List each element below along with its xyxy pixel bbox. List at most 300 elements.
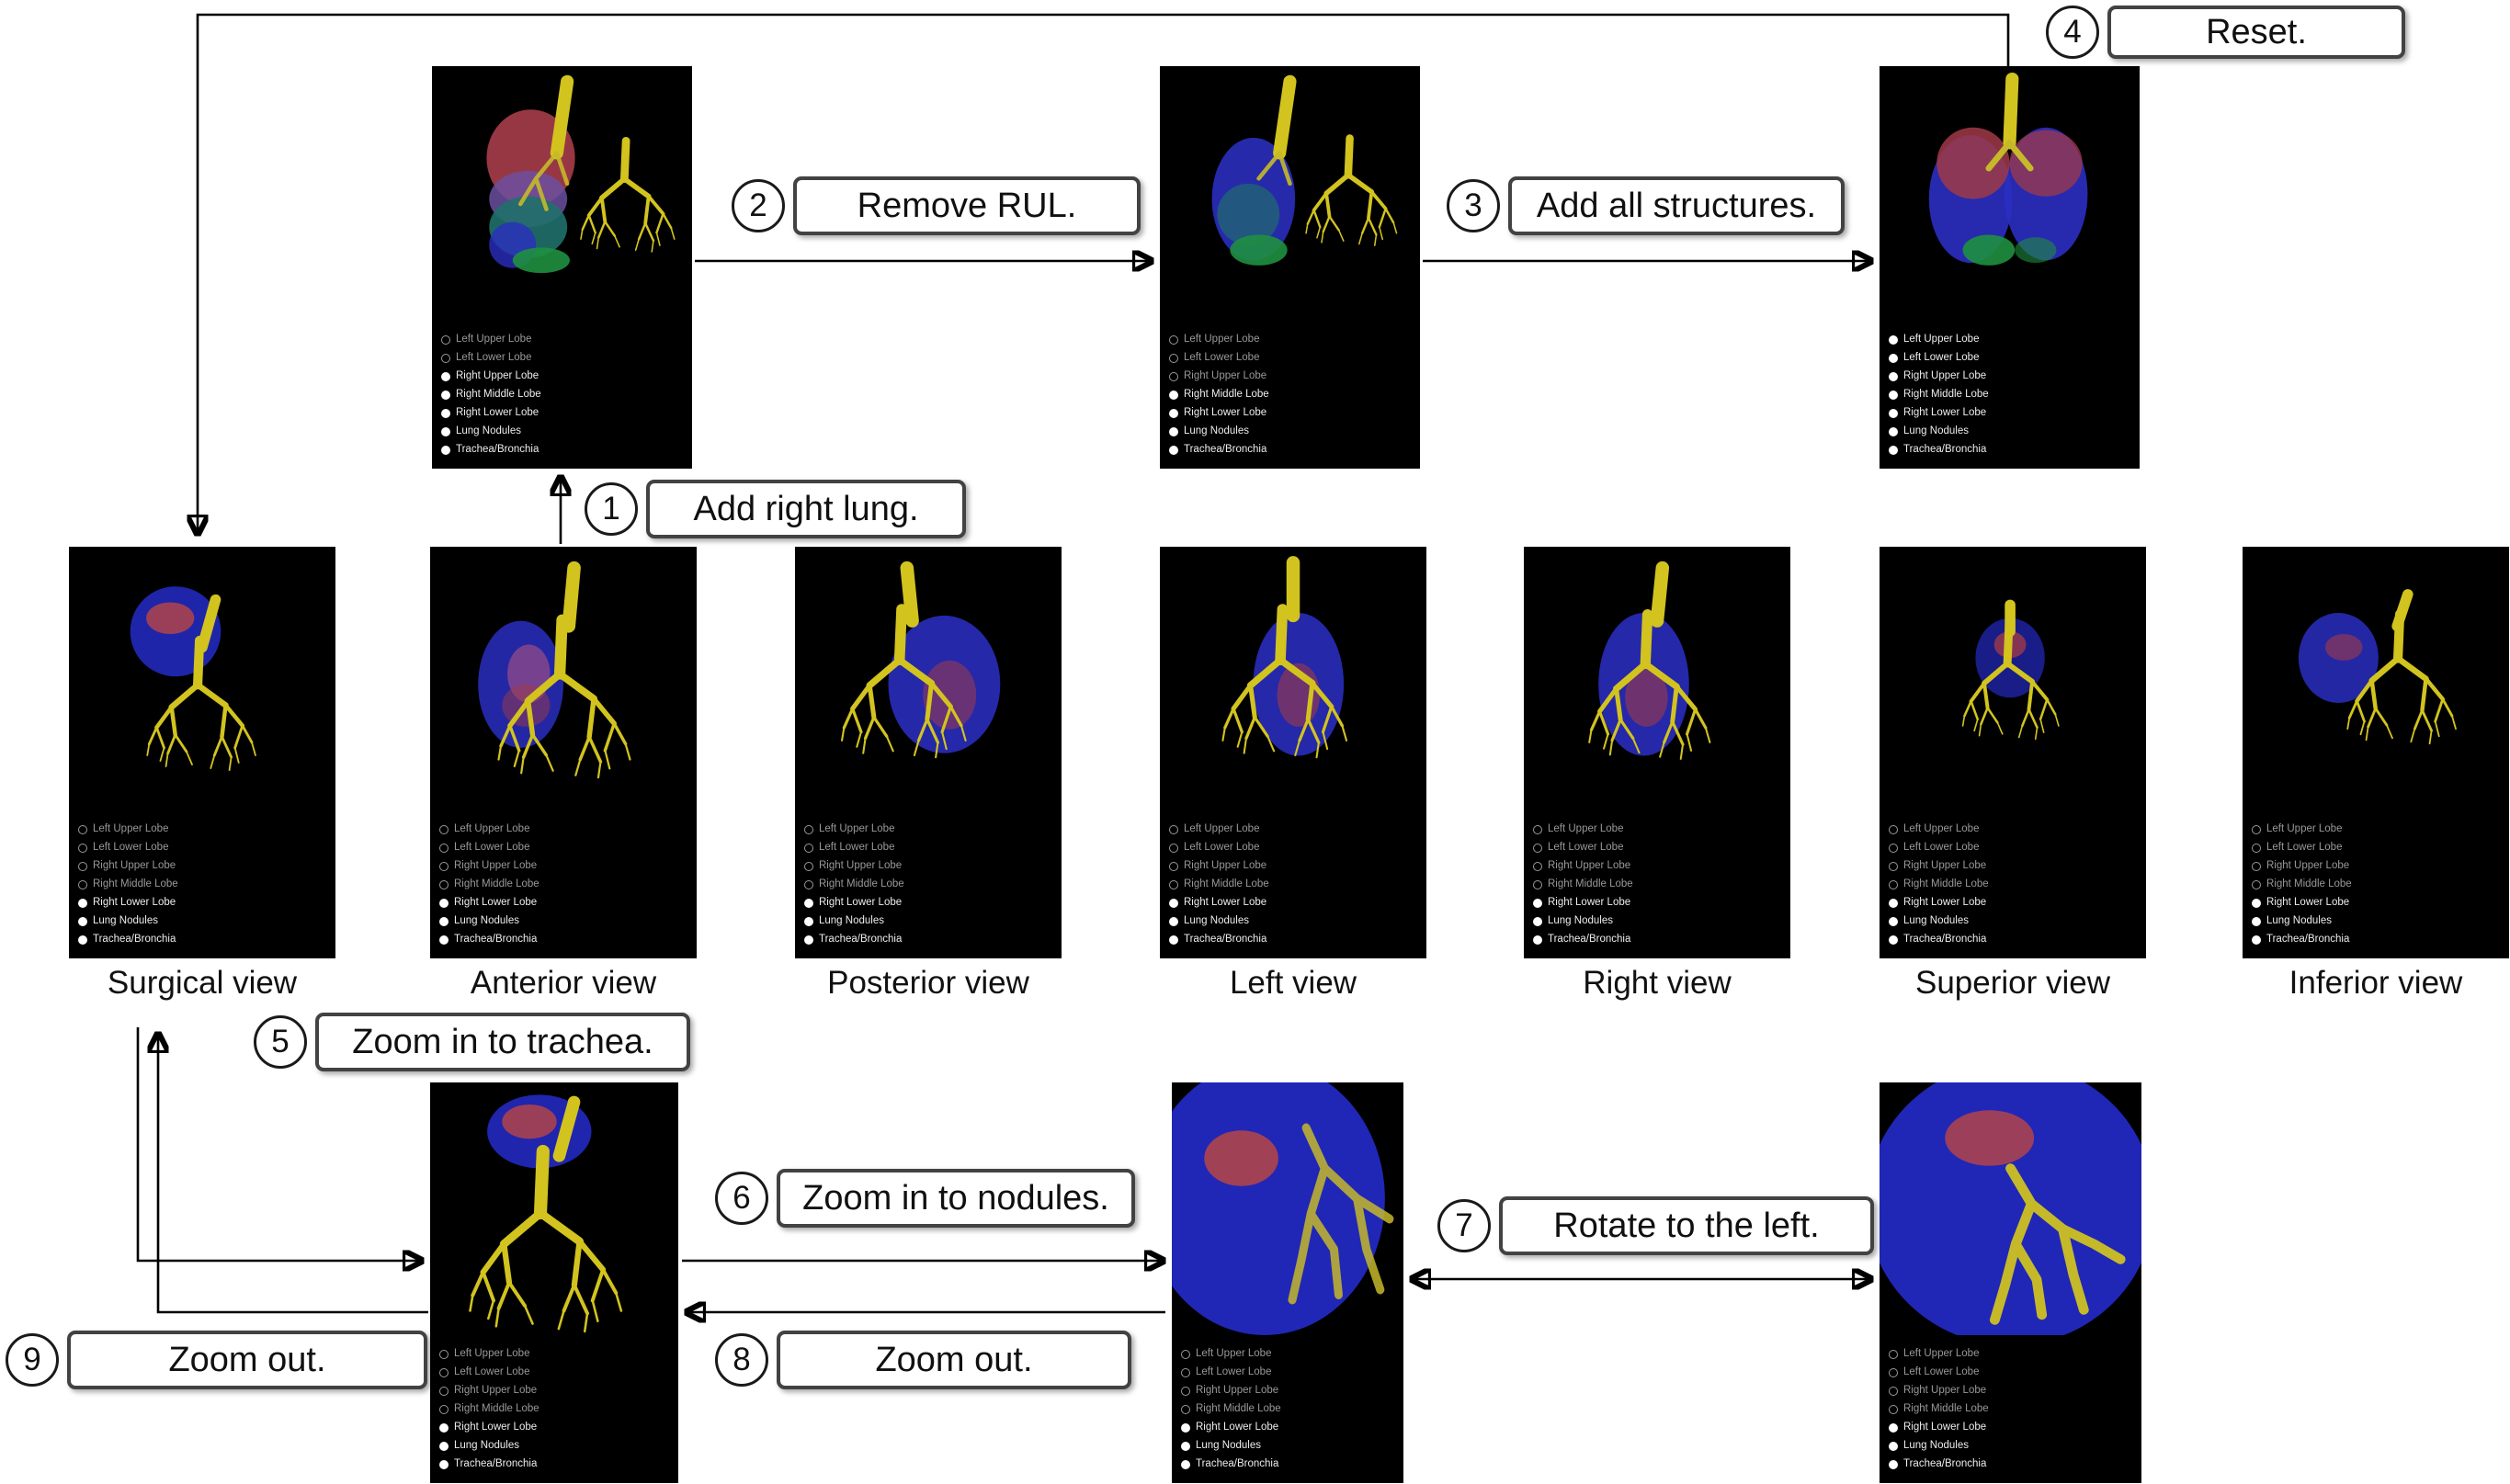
legend-item[interactable] — [1169, 894, 1269, 912]
radio-unchecked-icon[interactable] — [78, 862, 87, 871]
radio-unchecked-icon[interactable] — [804, 880, 813, 889]
step-4-label: Reset. — [2107, 6, 2405, 59]
structure-legend — [439, 821, 539, 949]
radio-unchecked-icon[interactable] — [1889, 825, 1898, 834]
legend-item[interactable] — [1169, 368, 1269, 386]
radio-checked-icon[interactable] — [439, 935, 449, 945]
legend-item[interactable] — [1889, 821, 1989, 839]
legend-item[interactable] — [1889, 331, 1989, 349]
legend-item-label: Right Middle Lobe — [1548, 878, 1633, 890]
lung-render-inferior — [2243, 547, 2509, 811]
legend-item[interactable] — [439, 857, 539, 876]
legend-item-label: Left Lower Lobe — [1196, 1366, 1272, 1378]
legend-item[interactable] — [439, 1382, 539, 1400]
legend-item[interactable] — [1533, 839, 1633, 857]
legend-item[interactable] — [441, 441, 541, 459]
radio-checked-icon[interactable] — [441, 427, 450, 436]
radio-checked-icon[interactable] — [1889, 1460, 1898, 1469]
radio-checked-icon[interactable] — [1889, 409, 1898, 418]
structure-legend — [804, 821, 904, 949]
legend-item-label: Right Lower Lobe — [1903, 897, 1987, 909]
radio-unchecked-icon[interactable] — [441, 335, 450, 345]
radio-unchecked-icon[interactable] — [1169, 335, 1178, 345]
radio-unchecked-icon[interactable] — [1169, 354, 1178, 363]
step-1-add-right-lung — [585, 480, 966, 538]
structure-legend — [78, 821, 178, 949]
radio-unchecked-icon[interactable] — [439, 1350, 449, 1359]
radio-checked-icon[interactable] — [1889, 917, 1898, 926]
legend-item-label: Trachea/Bronchia — [1196, 1458, 1279, 1470]
panel-inferior-view — [2243, 547, 2509, 958]
legend-item-label: Trachea/Bronchia — [454, 934, 538, 946]
radio-checked-icon[interactable] — [1533, 917, 1542, 926]
panel-left-view — [1160, 547, 1426, 958]
radio-unchecked-icon[interactable] — [439, 1405, 449, 1414]
legend-item[interactable] — [804, 839, 904, 857]
legend-item[interactable] — [441, 368, 541, 386]
panel-top-rul-removed — [1160, 66, 1420, 469]
panel-zoom-trachea — [430, 1082, 678, 1483]
legend-item[interactable] — [78, 839, 178, 857]
radio-unchecked-icon[interactable] — [2252, 825, 2261, 834]
legend-item[interactable] — [1181, 1382, 1281, 1400]
lung-render-rul-removed — [1160, 66, 1420, 322]
step-2-label: Remove RUL. — [793, 176, 1141, 235]
radio-unchecked-icon[interactable] — [1533, 844, 1542, 853]
legend-item-label: Left Upper Lobe — [1548, 823, 1624, 835]
radio-checked-icon[interactable] — [1889, 354, 1898, 363]
radio-unchecked-icon[interactable] — [78, 825, 87, 834]
radio-checked-icon[interactable] — [439, 917, 449, 926]
legend-item[interactable] — [1169, 386, 1269, 404]
radio-unchecked-icon[interactable] — [1181, 1405, 1190, 1414]
radio-checked-icon[interactable] — [1169, 917, 1178, 926]
step-3-add-all-structures — [1447, 176, 1845, 235]
legend-item-label: Right Upper Lobe — [1903, 1385, 1987, 1397]
radio-unchecked-icon[interactable] — [439, 862, 449, 871]
legend-item-label: Left Lower Lobe — [819, 842, 895, 854]
legend-item[interactable] — [441, 404, 541, 423]
view-label-right: Right view — [1583, 965, 1732, 1001]
radio-unchecked-icon[interactable] — [2252, 862, 2261, 871]
legend-item[interactable] — [1533, 912, 1633, 931]
legend-item[interactable] — [1889, 1419, 1989, 1437]
legend-item-label: Right Middle Lobe — [819, 878, 904, 890]
radio-checked-icon[interactable] — [439, 899, 449, 908]
legend-item[interactable] — [2252, 821, 2352, 839]
legend-item[interactable] — [1889, 876, 1989, 894]
legend-item[interactable] — [439, 821, 539, 839]
legend-item-label: Right Middle Lobe — [1184, 389, 1269, 401]
radio-checked-icon[interactable] — [1169, 427, 1178, 436]
legend-item[interactable] — [1169, 349, 1269, 368]
panel-zoom-nodules — [1172, 1082, 1403, 1483]
radio-checked-icon[interactable] — [1533, 935, 1542, 945]
legend-item[interactable] — [439, 876, 539, 894]
legend-item-label: Trachea/Bronchia — [2266, 934, 2350, 946]
legend-item[interactable] — [1169, 441, 1269, 459]
legend-item-label: Left Upper Lobe — [1903, 1348, 1980, 1360]
legend-item-label: Left Upper Lobe — [1196, 1348, 1272, 1360]
radio-checked-icon[interactable] — [441, 372, 450, 381]
step-8-label: Zoom out. — [777, 1331, 1131, 1389]
legend-item[interactable] — [1889, 931, 1989, 949]
legend-item-label: Lung Nodules — [454, 915, 519, 927]
legend-item-label: Trachea/Bronchia — [454, 1458, 538, 1470]
legend-item[interactable] — [1889, 1437, 1989, 1456]
legend-item-label: Lung Nodules — [1184, 915, 1249, 927]
legend-item[interactable] — [1889, 404, 1989, 423]
legend-item-label: Trachea/Bronchia — [456, 444, 539, 456]
legend-item[interactable] — [1889, 349, 1989, 368]
radio-unchecked-icon[interactable] — [804, 825, 813, 834]
view-label-posterior: Posterior view — [827, 965, 1029, 1001]
legend-item[interactable] — [804, 894, 904, 912]
legend-item[interactable] — [2252, 894, 2352, 912]
radio-checked-icon[interactable] — [2252, 935, 2261, 945]
legend-item-label: Right Lower Lobe — [1184, 897, 1267, 909]
lung-render-rotated — [1880, 1082, 2141, 1335]
legend-item[interactable] — [2252, 931, 2352, 949]
legend-item-label: Trachea/Bronchia — [93, 934, 176, 946]
legend-item[interactable] — [1181, 1419, 1281, 1437]
structure-legend — [1169, 821, 1269, 949]
lung-render-superior — [1880, 547, 2146, 811]
structure-legend — [1533, 821, 1633, 949]
legend-item-label: Right Upper Lobe — [454, 1385, 538, 1397]
legend-item[interactable] — [1169, 839, 1269, 857]
legend-item[interactable] — [1889, 857, 1989, 876]
legend-item[interactable] — [1889, 839, 1989, 857]
legend-item-label: Right Lower Lobe — [1184, 407, 1267, 419]
legend-item-label: Right Lower Lobe — [1196, 1422, 1279, 1433]
step-7-rotate-left — [1437, 1196, 1874, 1255]
step-8-zoom-out — [715, 1331, 1131, 1389]
radio-unchecked-icon[interactable] — [1169, 862, 1178, 871]
legend-item-label: Trachea/Bronchia — [1184, 934, 1267, 946]
legend-item[interactable] — [1889, 1364, 1989, 1382]
radio-unchecked-icon[interactable] — [1889, 1405, 1898, 1414]
radio-checked-icon[interactable] — [439, 1442, 449, 1451]
legend-item[interactable] — [1533, 894, 1633, 912]
radio-checked-icon[interactable] — [1889, 372, 1898, 381]
legend-item-label: Lung Nodules — [1903, 1440, 1969, 1452]
legend-item[interactable] — [804, 821, 904, 839]
lung-render-surgical — [69, 547, 335, 811]
view-label-left: Left view — [1229, 965, 1357, 1001]
legend-item[interactable] — [78, 894, 178, 912]
legend-item[interactable] — [78, 912, 178, 931]
radio-unchecked-icon[interactable] — [1889, 1368, 1898, 1377]
radio-checked-icon[interactable] — [804, 935, 813, 945]
structure-legend — [439, 1345, 539, 1474]
step-4-circle: 4 — [2046, 6, 2099, 59]
legend-item[interactable] — [439, 1456, 539, 1474]
legend-item[interactable] — [804, 876, 904, 894]
legend-item-label: Right Middle Lobe — [1903, 878, 1989, 890]
radio-checked-icon[interactable] — [1181, 1442, 1190, 1451]
legend-item[interactable] — [1533, 821, 1633, 839]
legend-item-label: Left Lower Lobe — [2266, 842, 2343, 854]
panel-superior-view — [1880, 547, 2146, 958]
radio-checked-icon[interactable] — [1169, 899, 1178, 908]
legend-item-label: Left Upper Lobe — [454, 823, 530, 835]
legend-item-label: Right Lower Lobe — [1903, 407, 1987, 419]
radio-checked-icon[interactable] — [1169, 935, 1178, 945]
legend-item-label: Lung Nodules — [1196, 1440, 1261, 1452]
radio-unchecked-icon[interactable] — [439, 825, 449, 834]
legend-item-label: Left Lower Lobe — [456, 352, 532, 364]
legend-item-label: Left Upper Lobe — [454, 1348, 530, 1360]
radio-checked-icon[interactable] — [439, 1423, 449, 1433]
radio-unchecked-icon[interactable] — [1169, 825, 1178, 834]
legend-item[interactable] — [441, 386, 541, 404]
radio-unchecked-icon[interactable] — [439, 1368, 449, 1377]
legend-item-label: Right Middle Lobe — [1196, 1403, 1281, 1415]
radio-checked-icon[interactable] — [1181, 1460, 1190, 1469]
legend-item-label: Right Middle Lobe — [456, 389, 541, 401]
legend-item[interactable] — [441, 331, 541, 349]
legend-item-label: Trachea/Bronchia — [1184, 444, 1267, 456]
legend-item-label: Right Upper Lobe — [1903, 860, 1987, 872]
radio-unchecked-icon[interactable] — [1889, 844, 1898, 853]
step-1-label: Add right lung. — [646, 480, 966, 538]
legend-item[interactable] — [1181, 1345, 1281, 1364]
legend-item[interactable] — [439, 1364, 539, 1382]
legend-item[interactable] — [439, 931, 539, 949]
legend-item[interactable] — [1889, 441, 1989, 459]
radio-checked-icon[interactable] — [1889, 446, 1898, 455]
legend-item[interactable] — [78, 857, 178, 876]
step-4-reset — [2046, 6, 2405, 59]
radio-checked-icon[interactable] — [78, 935, 87, 945]
radio-unchecked-icon[interactable] — [1889, 1350, 1898, 1359]
legend-item-label: Lung Nodules — [454, 1440, 519, 1452]
radio-checked-icon[interactable] — [804, 917, 813, 926]
legend-item-label: Lung Nodules — [1548, 915, 1613, 927]
legend-item[interactable] — [1181, 1437, 1281, 1456]
radio-checked-icon[interactable] — [78, 899, 87, 908]
legend-item[interactable] — [1169, 423, 1269, 441]
lung-render-zoom-trachea — [430, 1082, 678, 1340]
radio-checked-icon[interactable] — [78, 917, 87, 926]
radio-checked-icon[interactable] — [804, 899, 813, 908]
legend-item-label: Right Lower Lobe — [456, 407, 539, 419]
legend-item[interactable] — [78, 821, 178, 839]
radio-unchecked-icon[interactable] — [441, 354, 450, 363]
radio-unchecked-icon[interactable] — [1181, 1387, 1190, 1396]
radio-unchecked-icon[interactable] — [1181, 1368, 1190, 1377]
legend-item-label: Right Lower Lobe — [454, 897, 538, 909]
structure-legend — [1889, 821, 1989, 949]
legend-item[interactable] — [804, 931, 904, 949]
radio-unchecked-icon[interactable] — [1533, 880, 1542, 889]
legend-item-label: Left Upper Lobe — [1903, 334, 1980, 346]
legend-item-label: Right Lower Lobe — [1548, 897, 1631, 909]
radio-unchecked-icon[interactable] — [1169, 844, 1178, 853]
radio-unchecked-icon[interactable] — [2252, 880, 2261, 889]
legend-item[interactable] — [439, 1437, 539, 1456]
lung-render-right-lung-colored — [432, 66, 692, 322]
legend-item[interactable] — [2252, 839, 2352, 857]
legend-item-label: Left Upper Lobe — [1184, 334, 1260, 346]
legend-item[interactable] — [1169, 876, 1269, 894]
radio-checked-icon[interactable] — [2252, 899, 2261, 908]
legend-item-label: Right Middle Lobe — [454, 1403, 539, 1415]
legend-item[interactable] — [441, 349, 541, 368]
radio-unchecked-icon[interactable] — [439, 880, 449, 889]
legend-item[interactable] — [1889, 386, 1989, 404]
radio-unchecked-icon[interactable] — [1533, 862, 1542, 871]
radio-checked-icon[interactable] — [1889, 935, 1898, 945]
legend-item[interactable] — [1889, 423, 1989, 441]
legend-item-label: Right Upper Lobe — [454, 860, 538, 872]
step-9-zoom-out — [6, 1331, 427, 1389]
legend-item-label: Trachea/Bronchia — [1548, 934, 1631, 946]
radio-checked-icon[interactable] — [1169, 391, 1178, 400]
radio-unchecked-icon[interactable] — [1889, 880, 1898, 889]
radio-checked-icon[interactable] — [1169, 446, 1178, 455]
radio-checked-icon[interactable] — [1889, 899, 1898, 908]
legend-item[interactable] — [1181, 1456, 1281, 1474]
legend-item-label: Lung Nodules — [819, 915, 884, 927]
legend-item[interactable] — [1533, 876, 1633, 894]
legend-item-label: Right Upper Lobe — [1184, 860, 1267, 872]
panel-rotated-left — [1880, 1082, 2141, 1483]
radio-unchecked-icon[interactable] — [1169, 372, 1178, 381]
legend-item-label: Right Lower Lobe — [93, 897, 176, 909]
step-6-circle: 6 — [715, 1172, 768, 1225]
lung-render-anterior — [430, 547, 697, 811]
legend-item[interactable] — [1169, 931, 1269, 949]
radio-checked-icon[interactable] — [1889, 1423, 1898, 1433]
legend-item[interactable] — [1169, 821, 1269, 839]
legend-item-label: Lung Nodules — [1184, 425, 1249, 437]
step-2-remove-rul — [732, 176, 1141, 235]
legend-item[interactable] — [439, 1419, 539, 1437]
legend-item-label: Right Middle Lobe — [1903, 1403, 1989, 1415]
legend-item[interactable] — [1533, 857, 1633, 876]
legend-item[interactable] — [1169, 857, 1269, 876]
legend-item[interactable] — [1889, 1400, 1989, 1419]
step-9-circle: 9 — [6, 1333, 59, 1387]
legend-item[interactable] — [1889, 894, 1989, 912]
radio-checked-icon[interactable] — [1889, 1442, 1898, 1451]
legend-item-label: Left Lower Lobe — [454, 842, 530, 854]
radio-checked-icon[interactable] — [441, 391, 450, 400]
radio-checked-icon[interactable] — [441, 446, 450, 455]
radio-unchecked-icon[interactable] — [1889, 862, 1898, 871]
legend-item[interactable] — [1181, 1400, 1281, 1419]
legend-item[interactable] — [1889, 1345, 1989, 1364]
step-3-circle: 3 — [1447, 179, 1500, 232]
legend-item-label: Right Lower Lobe — [2266, 897, 2350, 909]
radio-checked-icon[interactable] — [1889, 335, 1898, 345]
radio-unchecked-icon[interactable] — [1533, 825, 1542, 834]
radio-checked-icon[interactable] — [1181, 1423, 1190, 1433]
legend-item[interactable] — [1181, 1364, 1281, 1382]
legend-item-label: Right Upper Lobe — [1196, 1385, 1279, 1397]
legend-item[interactable] — [1889, 1382, 1989, 1400]
legend-item[interactable] — [2252, 857, 2352, 876]
radio-unchecked-icon[interactable] — [804, 862, 813, 871]
structure-legend — [1889, 331, 1989, 459]
legend-item-label: Left Upper Lobe — [1184, 823, 1260, 835]
legend-item[interactable] — [439, 1345, 539, 1364]
legend-item[interactable] — [2252, 912, 2352, 931]
legend-item[interactable] — [439, 894, 539, 912]
radio-unchecked-icon[interactable] — [439, 844, 449, 853]
step-5-label: Zoom in to trachea. — [315, 1013, 690, 1071]
radio-checked-icon[interactable] — [1889, 391, 1898, 400]
legend-item-label: Right Upper Lobe — [1548, 860, 1631, 872]
legend-item[interactable] — [441, 423, 541, 441]
radio-unchecked-icon[interactable] — [2252, 844, 2261, 853]
legend-item[interactable] — [1533, 931, 1633, 949]
step-1-circle: 1 — [585, 482, 638, 536]
legend-item[interactable] — [804, 857, 904, 876]
legend-item[interactable] — [1169, 404, 1269, 423]
legend-item-label: Lung Nodules — [2266, 915, 2332, 927]
legend-item-label: Trachea/Bronchia — [1903, 444, 1987, 456]
legend-item-label: Left Lower Lobe — [454, 1366, 530, 1378]
legend-item-label: Right Middle Lobe — [454, 878, 539, 890]
radio-unchecked-icon[interactable] — [1889, 1387, 1898, 1396]
legend-item[interactable] — [1889, 368, 1989, 386]
legend-item-label: Lung Nodules — [456, 425, 521, 437]
legend-item-label: Right Upper Lobe — [819, 860, 903, 872]
legend-item[interactable] — [1889, 912, 1989, 931]
lung-render-zoom-nodules — [1172, 1082, 1403, 1335]
radio-unchecked-icon[interactable] — [1169, 880, 1178, 889]
step-6-zoom-in-nodules — [715, 1169, 1135, 1228]
legend-item-label: Right Upper Lobe — [456, 370, 539, 382]
legend-item[interactable] — [439, 912, 539, 931]
radio-checked-icon[interactable] — [2252, 917, 2261, 926]
arrow-zoom-out-9 — [158, 1035, 428, 1312]
radio-checked-icon[interactable] — [1889, 427, 1898, 436]
radio-unchecked-icon[interactable] — [439, 1387, 449, 1396]
legend-item-label: Left Upper Lobe — [93, 823, 169, 835]
legend-item[interactable] — [1169, 912, 1269, 931]
legend-item-label: Trachea/Bronchia — [819, 934, 903, 946]
radio-unchecked-icon[interactable] — [78, 844, 87, 853]
legend-item[interactable] — [804, 912, 904, 931]
radio-checked-icon[interactable] — [1533, 899, 1542, 908]
legend-item-label: Right Middle Lobe — [93, 878, 178, 890]
radio-unchecked-icon[interactable] — [1181, 1350, 1190, 1359]
radio-unchecked-icon[interactable] — [78, 880, 87, 889]
radio-checked-icon[interactable] — [441, 409, 450, 418]
legend-item-label: Left Upper Lobe — [819, 823, 895, 835]
panel-right-view — [1524, 547, 1790, 958]
legend-item[interactable] — [439, 839, 539, 857]
legend-item[interactable] — [78, 876, 178, 894]
structure-legend — [441, 331, 541, 459]
legend-item[interactable] — [439, 1400, 539, 1419]
legend-item-label: Right Lower Lobe — [454, 1422, 538, 1433]
radio-unchecked-icon[interactable] — [804, 844, 813, 853]
lung-render-right — [1524, 547, 1790, 811]
radio-checked-icon[interactable] — [439, 1460, 449, 1469]
legend-item[interactable] — [2252, 876, 2352, 894]
legend-item[interactable] — [78, 931, 178, 949]
step-3-label: Add all structures. — [1508, 176, 1845, 235]
legend-item[interactable] — [1169, 331, 1269, 349]
legend-item[interactable] — [1889, 1456, 1989, 1474]
view-label-inferior: Inferior view — [2289, 965, 2463, 1001]
radio-checked-icon[interactable] — [1169, 409, 1178, 418]
